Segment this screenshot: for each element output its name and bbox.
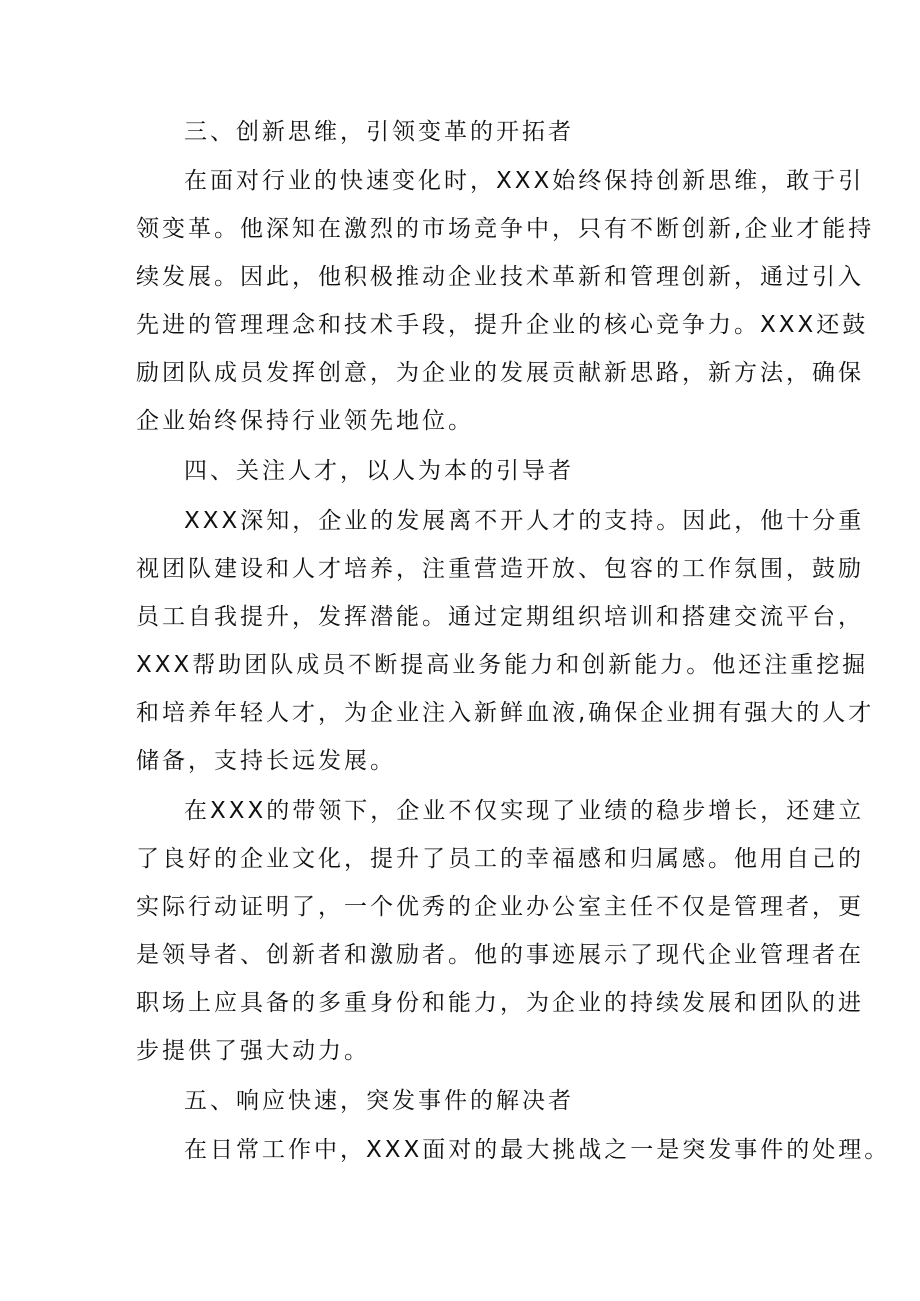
section-heading-5: 五、响应快速，突发事件的解决者 [184, 1088, 574, 1114]
paragraph-line: 实际行动证明了，一个优秀的企业办公室主任不仅是管理者，更 [136, 894, 864, 920]
paragraph-line: 是领导者、创新者和激励者。他的事迹展示了现代企业管理者在 [136, 942, 864, 968]
paragraph-line: 在日常工作中，XXX面对的最大挑战之一是突发事件的处理。 [184, 1137, 891, 1163]
section-heading-4: 四、关注人才，以人为本的引导者 [184, 458, 574, 484]
paragraph-line: 步提供了强大动力。 [136, 1038, 370, 1064]
paragraph-line: 和培养年轻人才，为企业注入新鲜血液,确保企业拥有强大的人才 [136, 700, 875, 726]
paragraph-line: 在面对行业的快速变化时，XXX始终保持创新思维，敢于引 [184, 168, 865, 194]
paragraph-line: 在XXX的带领下，企业不仅实现了业绩的稳步增长，还建立 [184, 798, 865, 824]
paragraph-line: 企业始终保持行业领先地位。 [136, 408, 474, 434]
paragraph-line: 先进的管理理念和技术手段，提升企业的核心竞争力。XXX还鼓 [136, 312, 869, 338]
paragraph-line: 了良好的企业文化，提升了员工的幸福感和归属感。他用自己的 [136, 846, 864, 872]
paragraph-line: 职场上应具备的多重身份和能力，为企业的持续发展和团队的进 [136, 990, 864, 1016]
paragraph-line: 续发展。因此，他积极推动企业技术革新和管理创新，通过引入 [136, 264, 864, 290]
paragraph-line: 励团队成员发挥创意，为企业的发展贡献新思路，新方法，确保 [136, 360, 864, 386]
paragraph-line: XXX深知，企业的发展离不开人才的支持。因此，他十分重 [184, 508, 865, 534]
paragraph-line: 视团队建设和人才培养，注重营造开放、包容的工作氛围，鼓励 [136, 556, 864, 582]
paragraph-line: 领变革。他深知在激烈的市场竞争中，只有不断创新,企业才能持 [136, 216, 875, 242]
paragraph-line: 员工自我提升，发挥潜能。通过定期组织培训和搭建交流平台， [136, 604, 864, 630]
section-heading-3: 三、创新思维，引领变革的开拓者 [184, 119, 574, 145]
paragraph-line: 储备，支持长远发展。 [136, 748, 396, 774]
paragraph-line: XXX帮助团队成员不断提高业务能力和创新能力。他还注重挖掘 [136, 652, 869, 678]
